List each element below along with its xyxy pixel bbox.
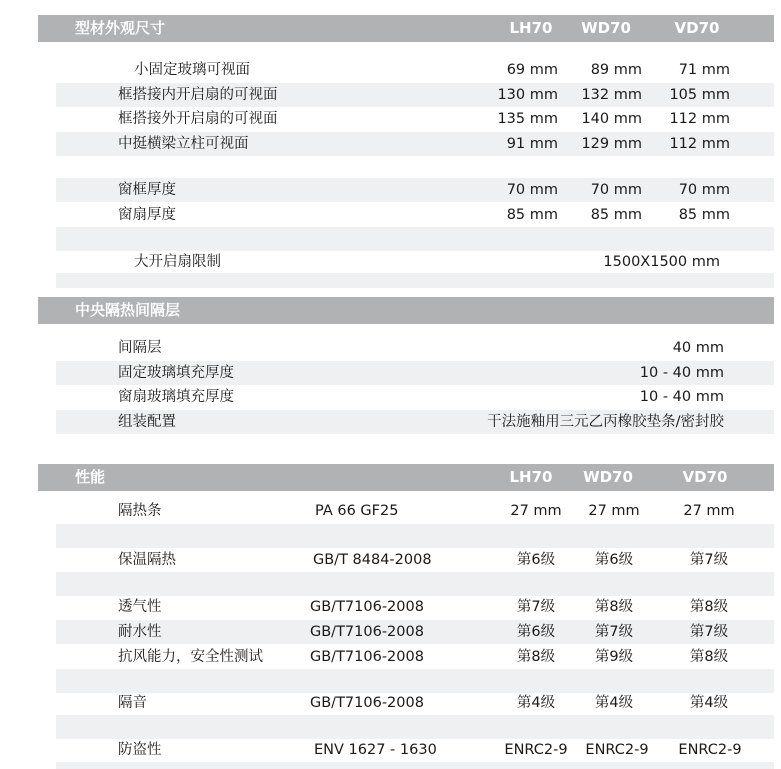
value-wd70: ENRC2-9	[585, 742, 649, 758]
table-row	[56, 499, 774, 523]
value-vd70: 70 mm	[678, 182, 730, 198]
spacer-row	[56, 155, 774, 179]
row-label: 组装配置	[118, 414, 176, 430]
value-vd70: 112 mm	[669, 136, 730, 152]
table-row	[56, 336, 774, 360]
section-header-dimensions	[38, 15, 774, 42]
row-standard: GB/T7106-2008	[310, 695, 424, 711]
value-wd70: 129 mm	[581, 136, 642, 152]
row-label: 框搭接内开启扇的可视面	[118, 87, 278, 103]
section-title: 性能	[75, 468, 106, 486]
value-vd70: 第8级	[689, 649, 729, 665]
row-value: 10 - 40 mm	[639, 389, 724, 405]
row-label: 耐水性	[118, 624, 162, 640]
value-lh70: 第7级	[516, 599, 556, 615]
row-label: 窗框厚度	[118, 182, 176, 198]
row-standard: GB/T7106-2008	[310, 624, 424, 640]
section-header-spacer-layer	[38, 297, 774, 324]
table-row	[56, 620, 774, 644]
row-standard: GB/T 8484-2008	[313, 552, 432, 568]
row-label: 隔热条	[118, 503, 162, 519]
value-wd70: 27 mm	[588, 503, 640, 519]
row-standard: PA 66 GF25	[315, 503, 399, 519]
col-header-lh70: LH70	[509, 19, 553, 37]
value-lh70: 135 mm	[497, 111, 558, 127]
row-label: 固定玻璃填充厚度	[118, 365, 234, 381]
row-label: 小固定玻璃可视面	[134, 62, 250, 78]
value-wd70: 第8级	[594, 599, 634, 615]
section-header-performance	[38, 464, 774, 491]
table-row	[56, 738, 774, 762]
row-label: 隔音	[118, 695, 147, 711]
section-title: 中央隔热间隔层	[75, 301, 181, 319]
col-header-lh70: LH70	[509, 468, 553, 486]
table-row	[56, 361, 774, 385]
value-vd70: 第7级	[689, 624, 729, 640]
col-header-vd70: VD70	[682, 468, 728, 486]
value-wd70: 第6级	[594, 552, 634, 568]
row-standard: ENV 1627 - 1630	[314, 742, 437, 758]
value-wd70: 第4级	[594, 695, 634, 711]
row-label: 窗扇玻璃填充厚度	[118, 389, 234, 405]
value-vd70: 85 mm	[678, 207, 730, 223]
table-row	[56, 645, 774, 669]
value-lh70: 第6级	[516, 552, 556, 568]
table-row	[56, 595, 774, 619]
value-vd70: 71 mm	[678, 62, 730, 78]
row-label: 窗扇厚度	[118, 207, 176, 223]
value-lh70: 85 mm	[506, 207, 558, 223]
value-lh70: 69 mm	[506, 62, 558, 78]
value-lh70: 第8级	[516, 649, 556, 665]
value-span: 1500X1500 mm	[603, 254, 720, 270]
value-vd70: 第7级	[689, 552, 729, 568]
value-wd70: 第9级	[594, 649, 634, 665]
value-vd70: 第4级	[689, 695, 729, 711]
row-value: 40 mm	[672, 340, 724, 356]
row-label: 中挺横梁立柱可视面	[118, 136, 249, 152]
spacer-row	[56, 227, 774, 251]
table-row	[56, 58, 774, 82]
value-vd70: 112 mm	[669, 111, 730, 127]
row-label: 防盗性	[118, 742, 162, 758]
row-value: 10 - 40 mm	[639, 365, 724, 381]
value-lh70: 27 mm	[510, 503, 562, 519]
value-lh70: 130 mm	[497, 87, 558, 103]
spacer-row	[56, 434, 774, 458]
table-row	[56, 250, 774, 274]
spacer-row	[56, 524, 774, 548]
table-row	[56, 410, 774, 434]
table-row	[56, 691, 774, 715]
value-wd70: 140 mm	[581, 111, 642, 127]
value-vd70: 27 mm	[683, 503, 735, 519]
value-vd70: 105 mm	[669, 87, 730, 103]
col-header-vd70: VD70	[674, 19, 720, 37]
value-lh70: ENRC2-9	[504, 742, 568, 758]
table-row	[56, 548, 774, 572]
value-vd70: ENRC2-9	[678, 742, 742, 758]
row-label: 大开启扇限制	[134, 254, 221, 270]
row-label: 框搭接外开启扇的可视面	[118, 111, 278, 127]
col-header-wd70: WD70	[583, 468, 633, 486]
col-header-wd70: WD70	[581, 19, 631, 37]
value-lh70: 第4级	[516, 695, 556, 711]
value-wd70: 70 mm	[590, 182, 642, 198]
row-label: 保温隔热	[118, 552, 176, 568]
value-wd70: 89 mm	[590, 62, 642, 78]
row-label: 间隔层	[118, 340, 162, 356]
value-wd70: 85 mm	[590, 207, 642, 223]
spacer-row	[56, 572, 774, 596]
row-value: 干法施釉用三元乙丙橡胶垫条/密封胶	[487, 414, 724, 430]
row-label: 抗风能力，安全性测试	[118, 649, 263, 665]
value-lh70: 第6级	[516, 624, 556, 640]
row-standard: GB/T7106-2008	[310, 599, 424, 615]
row-standard: GB/T7106-2008	[310, 649, 424, 665]
spacer-row	[56, 715, 774, 739]
section-title: 型材外观尺寸	[75, 19, 166, 37]
table-row	[56, 203, 774, 227]
table-row	[56, 132, 774, 156]
spacer-row	[56, 273, 774, 288]
value-lh70: 70 mm	[506, 182, 558, 198]
table-row	[56, 83, 774, 107]
value-wd70: 132 mm	[581, 87, 642, 103]
row-label: 透气性	[118, 599, 162, 615]
table-row	[56, 385, 774, 409]
table-row	[56, 107, 774, 131]
spacer-row	[56, 669, 774, 693]
value-wd70: 第7级	[594, 624, 634, 640]
value-vd70: 第8级	[689, 599, 729, 615]
value-lh70: 91 mm	[506, 136, 558, 152]
table-row	[56, 178, 774, 202]
spacer-row	[56, 762, 774, 769]
